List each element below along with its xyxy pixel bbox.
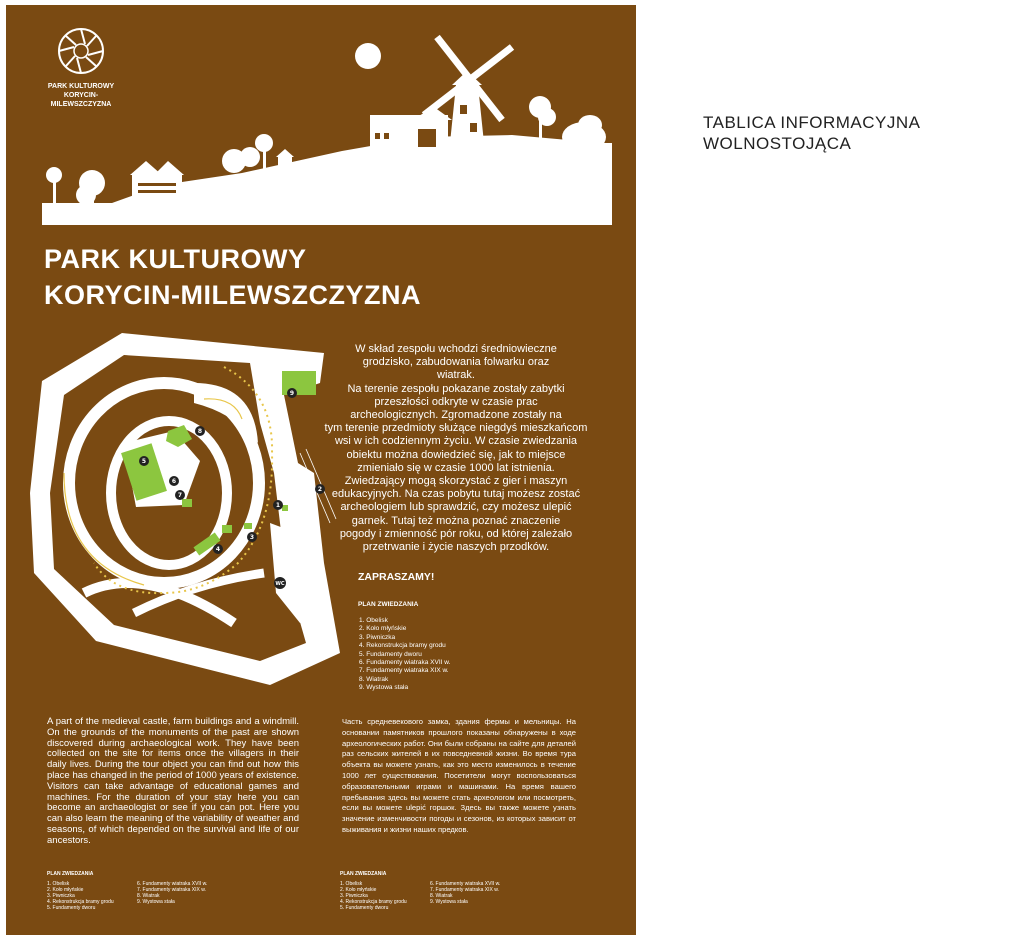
plan-list-en-left [47, 881, 114, 911]
polish-line: wiatrak. [437, 369, 475, 382]
sheet-caption-line2: WOLNOSTOJĄCA [703, 134, 852, 153]
plan-item: 1. Obelisk [359, 617, 388, 624]
plan-item: 3. Piwniczka [340, 893, 368, 899]
polish-line: Zwiedzający mogą skorzystać z gier i maszyn [344, 475, 568, 488]
plan-list [359, 617, 450, 693]
sheet-caption-line1: TABLICA INFORMACYJNA [703, 113, 921, 132]
plan-item: 2. Koło młyńskie [47, 887, 84, 893]
polish-line: obiektu można dowiedzieć się, jak to miejsce [346, 448, 566, 461]
plan-item: 6. Fundamenty wiatraka XVII w. [430, 881, 501, 887]
polish-line: przeszłości odkryte w czasie prac [374, 395, 538, 408]
logo-line2: KORYCIN-MILEWSZCZYZNA [50, 92, 112, 108]
plan-item: 7. Fundamenty wiatraka XIX w. [137, 887, 206, 893]
polish-description [306, 343, 606, 554]
farmhouse-icon [370, 107, 452, 147]
tree-icon [562, 115, 606, 152]
polish-line: Na terenie zespołu pokazane zostały zabytki [347, 382, 565, 395]
polish-line: grodzisko, zabudowania folwarku oraz [362, 356, 550, 369]
plan-item: 4. Rekonstrukcja bramy grodu [340, 899, 407, 905]
plan-item: 9. Wystowa stała [137, 899, 175, 905]
sun-wheel-icon [57, 27, 105, 75]
plan-item: 2. Koło młyńskie [359, 625, 407, 633]
board-title-line1: PARK KULTUROWY [44, 244, 307, 274]
plan-item: 4. Rekonstrukcja bramy grodu [47, 899, 114, 905]
plan-list-en-right [137, 881, 207, 905]
shed-icon [276, 149, 294, 171]
plan-item: 8. Wiatrak [137, 893, 160, 899]
site-map [24, 323, 344, 693]
polish-line: pogody i zmienność pór roku, od której zależało [339, 527, 573, 540]
plan-item: 3. Piwniczka [47, 893, 75, 899]
svg-text:1: 1 [275, 502, 281, 509]
plan-item: 5. Fundamenty dworu [47, 905, 96, 911]
plan-item: 5. Fundamenty dworu [359, 650, 422, 658]
sheet-caption [703, 112, 921, 154]
logo-line1: PARK KULTUROWY [47, 83, 115, 90]
tree-icon [46, 167, 62, 205]
svg-text:6: 6 [171, 478, 177, 485]
plan-item: 2. Koło młyńskie [340, 887, 377, 893]
plan-item: 6. Fundamenty wiatraka XVII w. [359, 659, 451, 667]
plan-item: 8. Wiatrak [359, 675, 389, 683]
board-title [44, 241, 421, 313]
polish-line: archeologicznych. Zgromadzone zostały na [350, 409, 562, 422]
svg-text:2: 2 [317, 486, 323, 493]
plan-item: 7. Fundamenty wiatraka XIX w. [359, 667, 449, 675]
plan-list-ru-left [340, 881, 407, 911]
plan-item: 7. Fundamenty wiatraka XIX w. [430, 887, 499, 893]
plan-heading: PLAN ZWIEDZANIA [358, 601, 419, 608]
plan-item: 1. Obelisk [47, 881, 70, 887]
svg-text:3: 3 [249, 534, 255, 541]
plan-heading-ru: PLAN ZWIEDZANIA [340, 871, 387, 877]
svg-text:8: 8 [197, 428, 203, 435]
plan-item: 3. Piwniczka [359, 633, 396, 641]
svg-text:4: 4 [215, 546, 221, 553]
english-description: A part of the medieval castle, farm buildings and a windmill. On the grounds of the monuments of the past are shown discovered during archaeological work. They have been collected on the site for items once the villagers in their daily lives. During the tour object you can find out how this place has changed in the period of 1000 years of existence. Visitors can take advantage of educational games and machines. For the duration of your stay here you can become an archaeologist or see if you can pot. Here you can also learn the meaning of the variability of weather and seasons, of which depended on the survival and life of our ancestors. [47, 716, 299, 846]
plan-item: 9. Wystowa stała [359, 684, 409, 692]
polish-line: zmieniało się w czasie 1000 lat istnienia. [357, 461, 555, 474]
plan-list-ru-right [430, 881, 500, 905]
svg-text:5: 5 [141, 458, 147, 465]
skyline-illustration [42, 25, 612, 235]
invitation-text: ZAPRASZAMY! [358, 571, 435, 583]
polish-line: tym terenie przedmioty służące niegdyś mieszkańcom [324, 422, 588, 435]
polish-line: garnek. Tutaj też można poznać znaczenie [351, 514, 561, 527]
information-board [6, 5, 636, 935]
russian-description: Часть средневекового замка, здания фермы и мельницы. На основании памятников прошлого показаны обнаружены в ходе археологических работ. Они были собраны на сайте для деталей раз сельских жителей в их повседневной жизни. Во время тура объекта вы можете узнать, как это место изменилось в течение 1000 лет существования. Посетители могут воспользоваться образовательными играми и машинами. На время вашего пребывания здесь вы можете стать археологом или посмотреть, если вы можете ulepić горшок. Здесь вы также можете узнать значение изменчивости погоды и сезонов, из которых зависит от выживания и жизни наших предков. [342, 717, 576, 834]
plan-item: 5. Fundamenty dworu [340, 905, 389, 911]
tree-icon [76, 170, 105, 207]
svg-text:WC: WC [275, 581, 285, 587]
plan-item: 9. Wystowa stała [430, 899, 468, 905]
tree-icon [222, 134, 273, 177]
plan-item: 4. Rekonstrukcja bramy grodu [359, 642, 446, 650]
sun-icon [355, 43, 381, 69]
plan-item: 1. Obelisk [340, 881, 363, 887]
plan-item: 6. Fundamenty wiatraka XVII w. [137, 881, 208, 887]
svg-text:7: 7 [177, 492, 183, 499]
granary-icon [130, 161, 184, 200]
plan-heading-en: PLAN ZWIEDZANIA [47, 871, 94, 877]
board-title-line2: KORYCIN-MILEWSZCZYZNA [44, 280, 421, 310]
polish-line: wsi w ich codziennym życiu. W czasie zwiedzania [334, 435, 578, 448]
polish-line: archeologiem lub sprawdzić, czy możesz ulepić [340, 501, 572, 514]
plan-item: 8. Wiatrak [430, 893, 453, 899]
polish-line: W skład zespołu wchodzi średniowieczne [355, 343, 557, 355]
svg-text:9: 9 [289, 390, 295, 397]
park-logo [36, 27, 126, 109]
polish-line: przetrwanie i życie naszych przodków. [362, 541, 550, 554]
polish-line: edukacyjnych. Na czas pobytu tutaj możesz zostać [331, 488, 581, 501]
